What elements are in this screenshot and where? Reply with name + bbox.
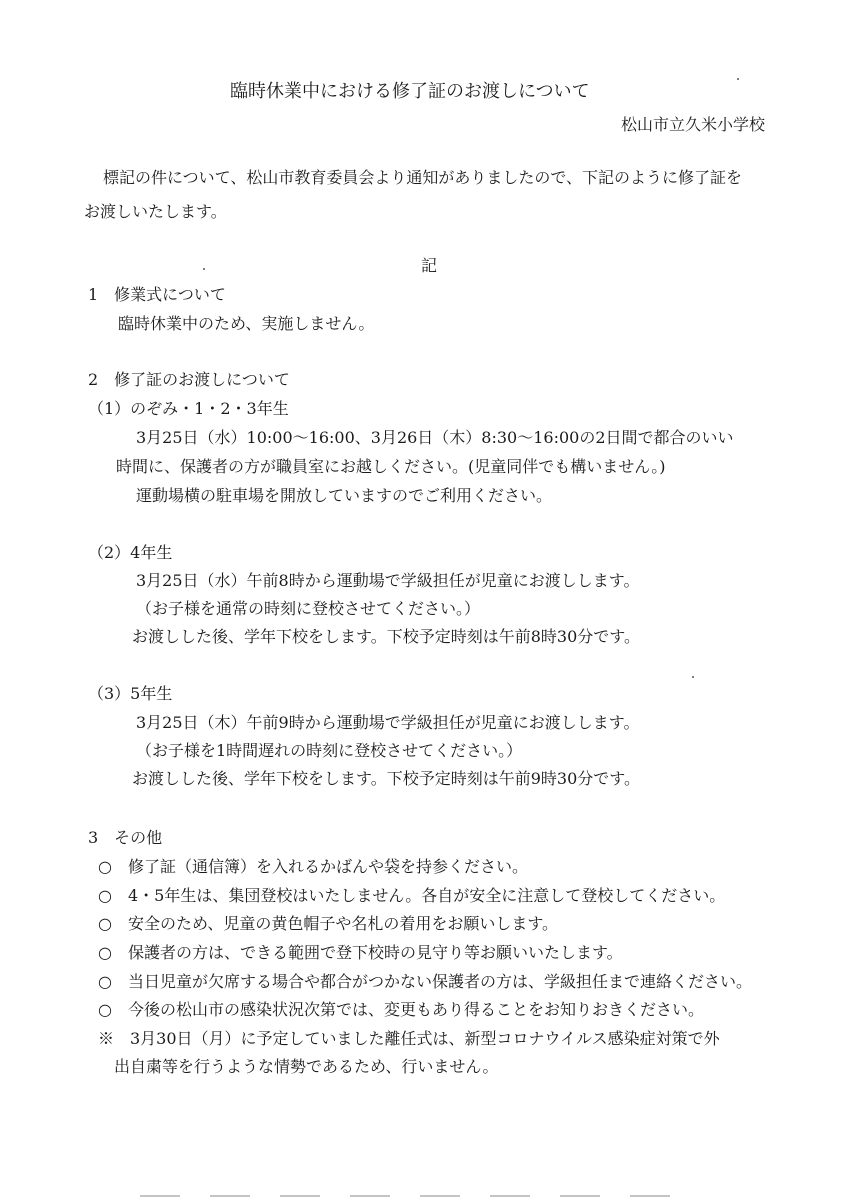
section-2-2-line-2: （お子様を通常の時刻に登校させてください。） bbox=[136, 599, 481, 618]
other-item-1: ○ 修了証（通信簿）を入れるかばんや袋を持参ください。 bbox=[98, 857, 528, 876]
section-2-3-line-1: 3月25日（木）午前9時から運動場で学級担任が児童にお渡しします。 bbox=[136, 713, 640, 732]
intro-line-1: 標記の件について、松山市教育委員会より通知がありましたので、下記のように修了証を bbox=[103, 168, 743, 187]
scan-edge-artifact bbox=[140, 1195, 700, 1197]
section-2-1-line-2: 時間に、保護者の方が職員室にお越しください。(児童同伴でも構いません。) bbox=[116, 457, 666, 476]
ki-heading: 記 bbox=[421, 256, 438, 275]
section-2-1-line-1: 3月25日（水）10:00～16:00、3月26日（木）8:30～16:00の2日間で都合のいい bbox=[136, 428, 734, 447]
section-2-2-line-3: お渡しした後、学年下校をします。下校予定時刻は午前8時30分です。 bbox=[132, 627, 640, 646]
section-1-body: 臨時休業中のため、実施しません。 bbox=[118, 314, 375, 333]
scan-speck bbox=[203, 268, 205, 270]
document-title: 臨時休業中における修了証のお渡しについて bbox=[230, 81, 590, 102]
section-2-3-label: （3）5年生 bbox=[88, 684, 173, 703]
section-2-3-line-3: お渡しした後、学年下校をします。下校予定時刻は午前9時30分です。 bbox=[132, 769, 640, 788]
other-item-6: ○ 今後の松山市の感染状況次第では、変更もあり得ることをお知りおきください。 bbox=[98, 1000, 704, 1019]
section-1-heading: 1 修業式について bbox=[88, 285, 226, 304]
school-name: 松山市立久米小学校 bbox=[621, 115, 766, 134]
other-item-3: ○ 安全のため、児童の黄色帽子や名札の着用をお願いします。 bbox=[98, 914, 559, 933]
intro-line-2: お渡しいたします。 bbox=[84, 202, 227, 221]
scan-speck bbox=[737, 78, 739, 80]
note-line-1: ※ 3月30日（月）に予定していました離任式は、新型コロナウイルス感染症対策で外 bbox=[98, 1029, 720, 1048]
section-2-2-line-1: 3月25日（水）午前8時から運動場で学級担任が児童にお渡しします。 bbox=[136, 571, 640, 590]
section-2-heading: 2 修了証のお渡しについて bbox=[88, 370, 290, 389]
section-2-3-line-2: （お子様を1時間遅れの時刻に登校させてください。） bbox=[136, 741, 523, 760]
section-3-heading: 3 その他 bbox=[88, 828, 163, 847]
section-2-1-label: （1）のぞみ・1・2・3年生 bbox=[88, 399, 289, 418]
note-line-2: 出自粛等を行うような情勢であるため、行いません。 bbox=[114, 1057, 499, 1076]
section-2-2-label: （2）4年生 bbox=[88, 543, 173, 562]
other-item-2: ○ 4・5年生は、集団登校はいたしません。各自が安全に注意して登校してください。 bbox=[98, 886, 726, 905]
scan-speck bbox=[692, 676, 694, 678]
other-item-4: ○ 保護者の方は、できる範囲で登下校時の見守り等お願いいたします。 bbox=[98, 943, 623, 962]
section-2-1-line-3: 運動場横の駐車場を開放していますのでご利用ください。 bbox=[136, 486, 553, 505]
other-item-5: ○ 当日児童が欠席する場合や都合がつかない保護者の方は、学級担任まで連絡ください。 bbox=[98, 972, 752, 991]
